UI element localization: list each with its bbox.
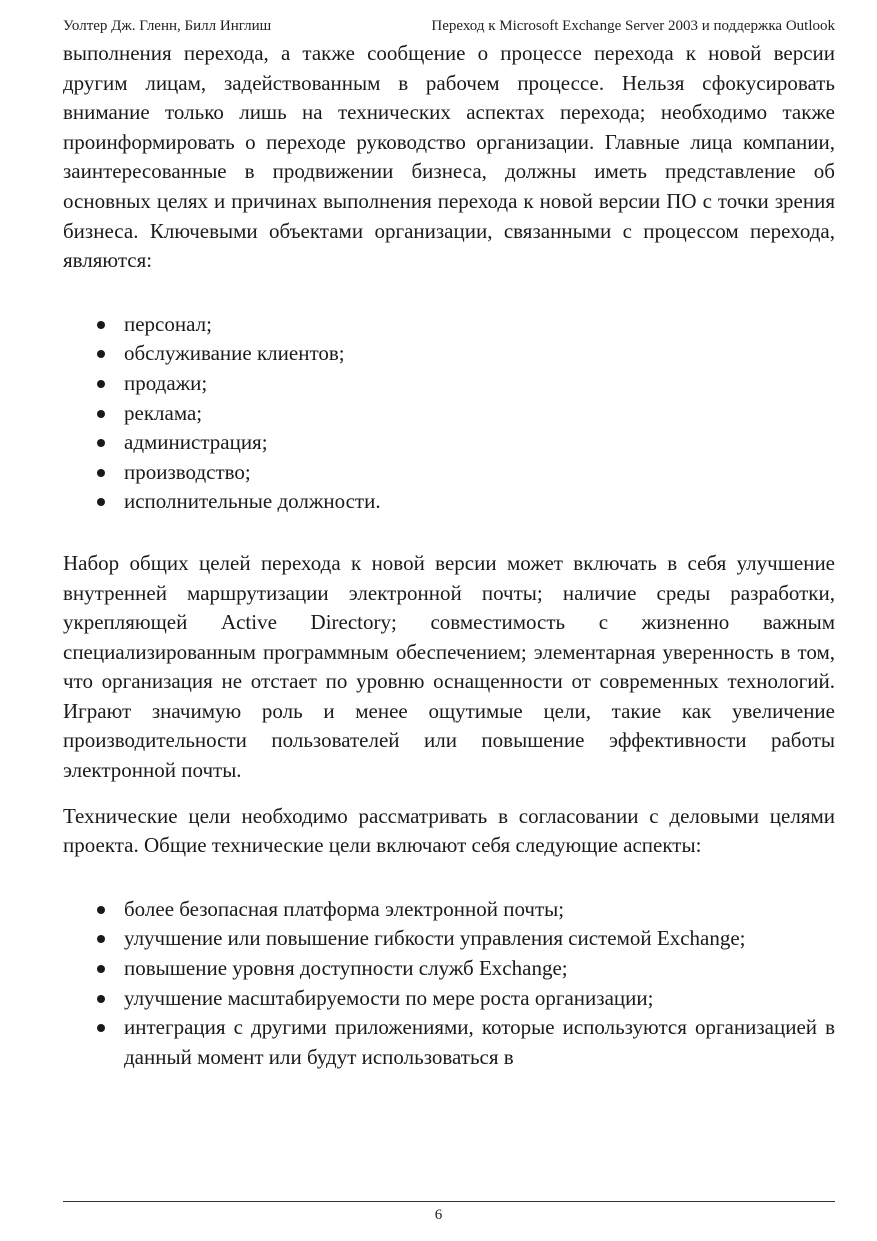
list-item [124,487,835,517]
list-item-text: продажи; [124,370,208,395]
bullet-icon [97,935,105,943]
page-number: 6 [434,1207,443,1223]
list-item-text: улучшение масштабируемости по мере роста организации; [124,985,654,1010]
list-item-text: обслуживание клиентов; [124,341,345,366]
list-item-text: администрация; [124,430,268,455]
body-paragraph: Технические цели необходимо рассматривать в согласовании с деловыми целями проекта. Общие технические цели включают себя следующие аспекты: [63,803,835,858]
list-item [124,924,835,954]
list-item-text: реклама; [124,400,203,425]
list-item [124,458,835,488]
list-item [124,339,835,369]
bullet-icon [97,906,105,914]
stakeholder-list [63,310,835,517]
running-header [63,16,835,36]
page-body [63,39,835,1072]
bullet-icon [97,350,105,358]
bullet-icon [97,965,105,973]
list-item-text: более безопасная платформа электронной почты; [124,896,565,921]
body-paragraph: Набор общих целей перехода к новой версии может включать в себя улучшение внутренней маршрутизации электронной почты; наличие среды разработки, укрепляющей Active Directory; совместимость с жизненно важным специализированным программным обеспечением; элементарная уверенность в том, что организация не отстает по уровню оснащенности от современных технологий. Играют значимую роль и менее ощутимые цели, такие как увеличение производительности пользователей или повышение эффективности работы электронной почты. [63,550,835,783]
bullet-icon [97,1024,105,1032]
list-item [124,310,835,340]
bullet-icon [97,439,105,447]
bullet-icon [97,469,105,477]
technical-goals-list [63,895,835,1073]
list-item-text: персонал; [124,311,212,336]
list-item [124,399,835,429]
list-item-text: улучшение или повышение гибкости управления системой Exchange; [124,926,746,951]
bullet-icon [97,410,105,418]
list-item-text: производство; [124,459,251,484]
footer-divider [63,1201,835,1202]
list-item [124,984,835,1014]
header-book-title: Переход к Microsoft Exchange Server 2003 и поддержка Outlook [431,18,835,34]
bullet-icon [97,995,105,1003]
list-item-text: интеграция с другими приложениями, которые используются организацией в данный момент или будут использоваться в [124,1015,835,1069]
body-paragraph: выполнения перехода, а также сообщение о процессе перехода к новой версии другим лицам, задействованным в рабочем процессе. Нельзя сфокусировать внимание только лишь на технических аспектах перехода; необходимо также проинформировать о переходе руководство организации. Главные лица компании, заинтересованные в продвижении бизнеса, должны иметь представление об основных целях и причинах выполнения перехода к новой версии ПО с точки зрения бизнеса. Ключевыми объектами организации, связанными с процессом перехода, являются: [63,41,835,273]
list-item [124,428,835,458]
bullet-icon [97,321,105,329]
list-item-text: повышение уровня доступности служб Exchange; [124,956,568,981]
header-authors: Уолтер Дж. Гленн, Билл Инглиш [63,18,272,34]
list-item [124,954,835,984]
list-item-text: исполнительные должности. [124,489,381,514]
list-item [124,1013,835,1072]
bullet-icon [97,498,105,506]
list-item [124,895,835,925]
list-item [124,369,835,399]
bullet-icon [97,380,105,388]
